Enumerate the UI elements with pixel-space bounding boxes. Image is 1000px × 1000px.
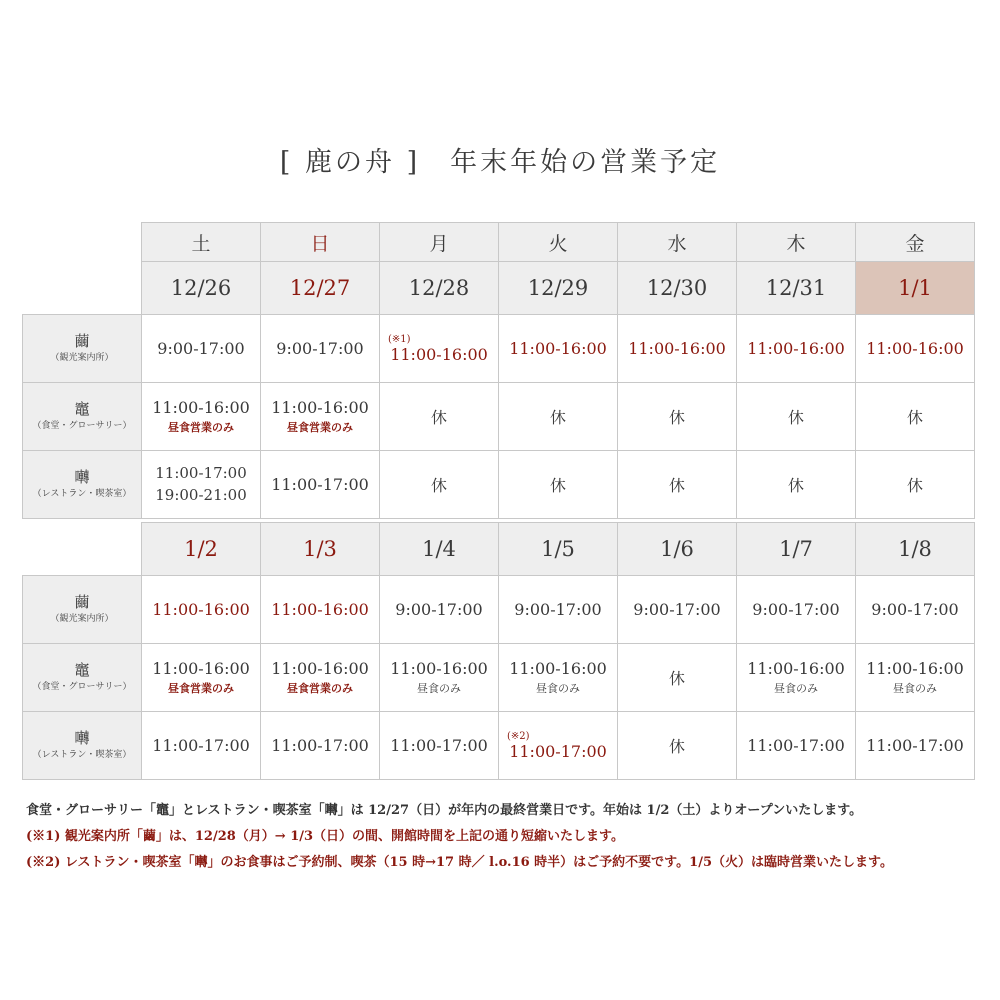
day-of-week-header: 木: [737, 223, 856, 262]
time-range: 11:00-16:00: [390, 659, 488, 678]
schedule-cell: [380, 712, 499, 780]
location-name: 竈: [74, 400, 90, 419]
footer-note-main: 食堂・グローサリー「竈」とレストラン・喫茶室「囀」は 12/27（日）が年内の最終営業日です。年始は 1/2（土）よりオープンいたします。: [26, 803, 863, 818]
schedule-cell: [380, 451, 499, 519]
schedule-cell: [737, 383, 856, 451]
page-title: [ 鹿の舟 ] 年末年始の営業予定: [279, 147, 721, 178]
time-range: 11:00-16:00: [390, 344, 488, 364]
date-header: 1/1: [856, 262, 975, 315]
blank-cell: [23, 262, 142, 315]
date-header: 1/4: [380, 523, 499, 576]
schedule-cell: [737, 315, 856, 383]
time-range: 11:00-16:00: [509, 339, 607, 358]
closed-label: 休: [787, 408, 804, 427]
location-label: [23, 383, 142, 451]
location-name: 繭: [74, 593, 90, 612]
schedule-cell: [499, 644, 618, 712]
note-marker: (※1): [388, 333, 411, 345]
date-header: 12/29: [499, 262, 618, 315]
service-note: 昼食のみ: [417, 682, 461, 695]
location-label: [23, 644, 142, 712]
time-range: 9:00-17:00: [752, 600, 840, 619]
schedule-cell: [261, 712, 380, 780]
schedule-cell: [261, 383, 380, 451]
date-header: 12/30: [618, 262, 737, 315]
time-range-pair: [142, 463, 260, 507]
schedule-cell: [737, 576, 856, 644]
schedule-cell: [380, 315, 499, 383]
location-name: 囀: [74, 468, 90, 487]
date-header: 1/2: [142, 523, 261, 576]
day-of-week-header: 水: [618, 223, 737, 262]
day-of-week-header: 月: [380, 223, 499, 262]
time-range: 11:00-16:00: [509, 659, 607, 678]
schedule-cell: [737, 712, 856, 780]
schedule-cell: [380, 576, 499, 644]
day-of-week-header: 土: [142, 223, 261, 262]
schedule-cell: [261, 315, 380, 383]
schedule-cell: [856, 383, 975, 451]
day-of-week-header: 火: [499, 223, 618, 262]
schedule-cell: [618, 644, 737, 712]
time-range: 11:00-17:00: [747, 736, 845, 755]
schedule-cell: [142, 315, 261, 383]
date-header: 12/31: [737, 262, 856, 315]
closed-label: 休: [906, 408, 923, 427]
location-label: [23, 712, 142, 780]
location-subtitle: （レストラン・喫茶室）: [32, 489, 132, 500]
schedule-cell: [618, 451, 737, 519]
time-range: 9:00-17:00: [157, 339, 245, 358]
time-range: 11:00-16:00: [152, 600, 250, 619]
service-note: 昼食営業のみ: [168, 682, 234, 695]
closed-label: 休: [668, 408, 685, 427]
schedule-cell: [499, 451, 618, 519]
time-range: 11:00-17:00: [155, 463, 247, 482]
blank-cell: [23, 523, 142, 576]
closed-label: 休: [668, 476, 685, 495]
schedule-cell: [142, 644, 261, 712]
day-of-week-header: 日: [261, 223, 380, 262]
closed-label: 休: [549, 408, 566, 427]
schedule-table-week1: [22, 222, 975, 519]
schedule-cell: [856, 576, 975, 644]
schedule-cell: [380, 644, 499, 712]
time-range: 11:00-16:00: [747, 339, 845, 358]
schedule-row: [23, 315, 975, 383]
schedule-cell: [856, 451, 975, 519]
schedule-row: [23, 576, 975, 644]
location-subtitle: （食堂・グローサリー）: [32, 682, 132, 693]
location-subtitle: （食堂・グローサリー）: [32, 421, 132, 432]
schedule-cell: [618, 712, 737, 780]
time-range: 11:00-16:00: [628, 339, 726, 358]
schedule-cell: [618, 315, 737, 383]
footer-notes: [26, 798, 996, 876]
date-header: 1/6: [618, 523, 737, 576]
time-range: 11:00-17:00: [866, 736, 964, 755]
blank-cell: [23, 223, 142, 262]
time-range: 9:00-17:00: [871, 600, 959, 619]
schedule-cell: [618, 383, 737, 451]
schedule-cell: [499, 712, 618, 780]
date-header: 1/3: [261, 523, 380, 576]
location-label: [23, 451, 142, 519]
closed-label: 休: [906, 476, 923, 495]
time-range: 11:00-16:00: [866, 659, 964, 678]
date-header: 12/27: [261, 262, 380, 315]
service-note: 昼食のみ: [536, 682, 580, 695]
date-header-row: [23, 523, 975, 576]
time-range: 9:00-17:00: [395, 600, 483, 619]
time-range: 11:00-16:00: [271, 600, 369, 619]
location-subtitle: （観光案内所）: [50, 614, 114, 625]
schedule-cell: [261, 451, 380, 519]
service-note: 昼食のみ: [893, 682, 937, 695]
location-subtitle: （観光案内所）: [50, 353, 114, 364]
service-note: 昼食営業のみ: [168, 421, 234, 434]
date-header-row: [23, 262, 975, 315]
schedule-cell: [142, 451, 261, 519]
footer-note-2: (※2) レストラン・喫茶室「囀」のお食事はご予約制、喫茶（15 時→17 時／ l.o.16 時半）はご予約不要です。1/5（火）は臨時営業いたします。: [26, 855, 893, 870]
time-range: 11:00-16:00: [152, 659, 250, 678]
time-range: 11:00-17:00: [152, 736, 250, 755]
schedule-cell: [261, 644, 380, 712]
date-header: 1/5: [499, 523, 618, 576]
schedule-cell: [142, 383, 261, 451]
date-header: 12/28: [380, 262, 499, 315]
closed-label: 休: [668, 737, 685, 756]
time-range: 11:00-17:00: [271, 475, 369, 494]
schedule-cell: [499, 383, 618, 451]
time-range: 11:00-16:00: [152, 398, 250, 417]
location-name: 繭: [74, 332, 90, 351]
closed-label: 休: [787, 476, 804, 495]
location-label: [23, 315, 142, 383]
closed-label: 休: [668, 669, 685, 688]
date-header: 1/8: [856, 523, 975, 576]
time-range: 11:00-16:00: [271, 398, 369, 417]
time-range: 9:00-17:00: [633, 600, 721, 619]
date-header: 1/7: [737, 523, 856, 576]
time-range: 11:00-17:00: [390, 736, 488, 755]
location-name: 囀: [74, 729, 90, 748]
schedule-cell: [499, 576, 618, 644]
service-note: 昼食営業のみ: [287, 421, 353, 434]
schedule-row: [23, 451, 975, 519]
time-range: 11:00-17:00: [509, 741, 607, 761]
schedule-table-week2: [22, 522, 975, 780]
service-note: 昼食のみ: [774, 682, 818, 695]
location-subtitle: （レストラン・喫茶室）: [32, 750, 132, 761]
schedule-cell: [856, 315, 975, 383]
closed-label: 休: [549, 476, 566, 495]
schedule-cell: [737, 451, 856, 519]
time-range: 11:00-16:00: [747, 659, 845, 678]
schedule-cell: [142, 576, 261, 644]
schedule-cell: [380, 383, 499, 451]
schedule-row: [23, 644, 975, 712]
closed-label: 休: [430, 476, 447, 495]
time-range: 11:00-16:00: [271, 659, 369, 678]
schedule-cell: [499, 315, 618, 383]
schedule-cell: [261, 576, 380, 644]
time-range: 9:00-17:00: [276, 339, 364, 358]
location-label: [23, 576, 142, 644]
schedule-row: [23, 712, 975, 780]
time-range: 11:00-16:00: [866, 339, 964, 358]
closed-label: 休: [430, 408, 447, 427]
note-marker: (※2): [507, 730, 530, 742]
time-range: 11:00-17:00: [271, 736, 369, 755]
day-of-week-header: 金: [856, 223, 975, 262]
time-range: 19:00-21:00: [155, 485, 247, 504]
weekday-header-row: [23, 223, 975, 262]
service-note: 昼食営業のみ: [287, 682, 353, 695]
schedule-cell: [142, 712, 261, 780]
schedule-cell: [856, 712, 975, 780]
schedule-cell: [618, 576, 737, 644]
location-name: 竈: [74, 661, 90, 680]
date-header: 12/26: [142, 262, 261, 315]
schedule-row: [23, 383, 975, 451]
schedule-cell: [737, 644, 856, 712]
footer-note-1: (※1) 観光案内所「繭」は、12/28（月）→ 1/3（日）の間、開館時間を上記の通り短縮いたします。: [26, 829, 625, 844]
time-range: 9:00-17:00: [514, 600, 602, 619]
schedule-cell: [856, 644, 975, 712]
